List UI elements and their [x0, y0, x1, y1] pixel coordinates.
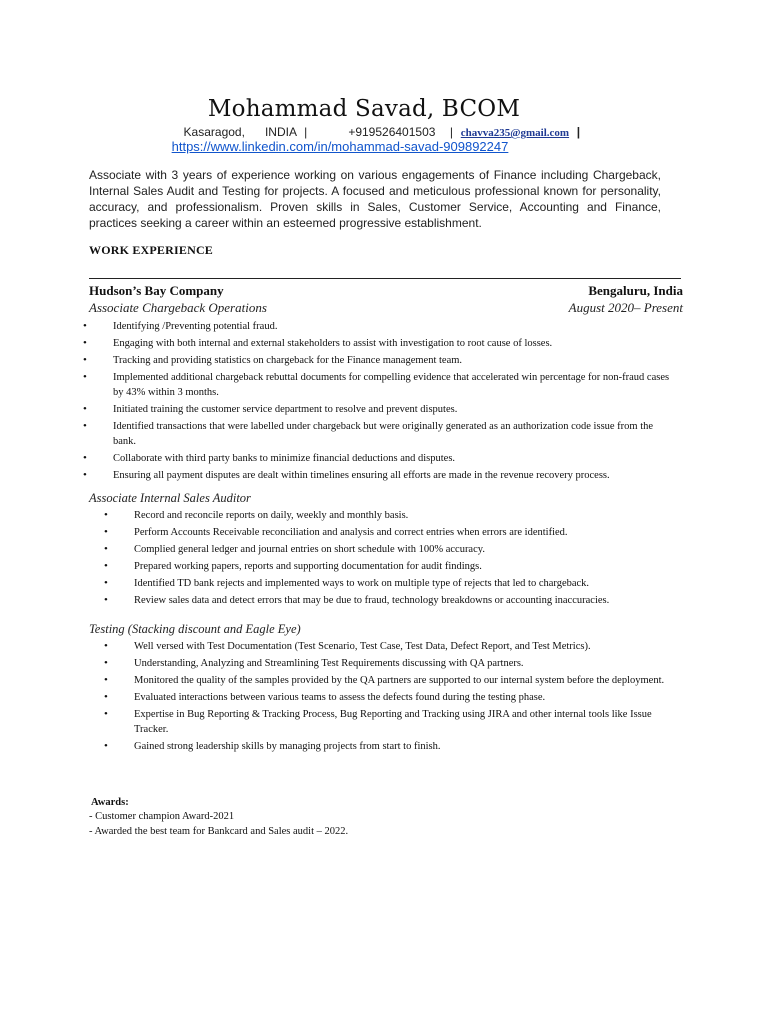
phone-number: +919526401503 [348, 125, 436, 139]
role-duties-list [104, 639, 674, 756]
bullet-marker: • [104, 543, 108, 555]
award-item: - Awarded the best team for Bankcard and Sales audit – 2022. [89, 826, 349, 837]
bullet-marker: • [83, 371, 87, 383]
list-item [83, 319, 673, 334]
list-item [104, 593, 674, 608]
location: Kasaragod, [183, 125, 245, 139]
bullet-marker: • [104, 657, 108, 669]
list-item-text: Complied general ledger and journal entries on short schedule with 100% accuracy. [134, 544, 485, 555]
list-item [104, 656, 674, 671]
list-item [83, 402, 673, 417]
linkedin-link[interactable]: https://www.linkedin.com/in/mohammad-savad-909892247 [171, 139, 509, 154]
bullet-marker: • [104, 708, 108, 720]
list-item-text: Identifying /Preventing potential fraud. [113, 321, 278, 332]
bullet-marker: • [104, 674, 108, 686]
awards-title: Awards: [91, 797, 129, 808]
list-item [104, 576, 674, 591]
list-item [83, 451, 673, 466]
role-title: Associate Internal Sales Auditor [89, 491, 251, 505]
list-item [83, 468, 673, 483]
candidate-name: Mohammad Savad, BCOM [207, 96, 521, 122]
bullet-marker: • [104, 640, 108, 652]
professional-summary: Associate with 3 years of experience working on various engagements of Finance including Chargeback, Internal Sales Audit and Testing for projects. A focused and meticulous professional known for personality, accuracy, and professionalism. Proven skills in Sales, Customer Service, Accounting and Finance, practices seeking a career within an esteemed progressive establishment. [89, 168, 661, 230]
list-item [83, 370, 673, 400]
list-item-text: Monitored the quality of the samples provided by the QA partners are supported to our internal system before the deployment. [134, 675, 665, 686]
list-item-text: Identified TD bank rejects and implemented ways to work on multiple type of rejects that led to chargeback. [134, 578, 590, 589]
list-item [104, 639, 674, 654]
role-duties-list [104, 508, 674, 610]
bullet-marker: • [83, 469, 87, 481]
bullet-marker: • [104, 509, 108, 521]
award-item: - Customer champion Award-2021 [89, 811, 235, 822]
list-item-text: Tracking and providing statistics on chargeback for the Finance management team. [113, 355, 463, 366]
email-link[interactable]: chavva235@gmail.com [460, 127, 570, 139]
list-item-text: Ensuring all payment disputes are dealt within timelines ensuring all efforts are made in the revenue recovery process. [113, 470, 610, 481]
list-item-text: Understanding, Analyzing and Streamlining Test Requirements discussing with QA partners. [134, 658, 524, 669]
list-item-text: Well versed with Test Documentation (Test Scenario, Test Case, Test Data, Defect Report, and Test Metrics). [134, 641, 591, 652]
bullet-marker: • [83, 320, 87, 332]
separator: | [576, 125, 581, 139]
bullet-marker: • [104, 577, 108, 589]
list-item-text: Gained strong leadership skills by managing projects from start to finish. [134, 741, 441, 752]
list-item [83, 353, 673, 368]
bullet-marker: • [104, 560, 108, 572]
company-location: Bengaluru, India [588, 283, 683, 298]
role-title: Testing (Stacking discount and Eagle Eye) [89, 622, 301, 636]
list-item [104, 707, 674, 737]
section-title-work-experience: WORK EXPERIENCE [89, 243, 214, 257]
separator: | [449, 125, 453, 139]
list-item-text: Engaging with both internal and external stakeholders to assist with investigation to root cause of losses. [113, 338, 553, 349]
bullet-marker: • [104, 691, 108, 703]
list-item [83, 336, 673, 351]
list-item-text: Prepared working papers, reports and supporting documentation for audit findings. [134, 561, 482, 572]
bullet-marker: • [83, 337, 87, 349]
bullet-marker: • [104, 526, 108, 538]
bullet-marker: • [104, 594, 108, 606]
list-item-text: Record and reconcile reports on daily, weekly and monthly basis. [134, 510, 409, 521]
bullet-marker: • [83, 403, 87, 415]
separator: | [304, 125, 308, 139]
contact-line [0, 125, 768, 139]
list-item-text: Expertise in Bug Reporting & Tracking Process, Bug Reporting and Tracking using JIRA and other internal tools like Issue Tracker. [134, 709, 652, 735]
bullet-marker: • [83, 354, 87, 366]
list-item [83, 419, 673, 449]
list-item [104, 559, 674, 574]
role-dates: August 2020– Present [568, 300, 683, 315]
list-item [104, 525, 674, 540]
list-item [104, 542, 674, 557]
bullet-marker: • [83, 420, 87, 432]
list-item [104, 739, 674, 754]
list-item-text: Perform Accounts Receivable reconciliation and analysis and correct entries when errors are identified. [134, 527, 568, 538]
bullet-marker: • [83, 452, 87, 464]
bullet-marker: • [104, 740, 108, 752]
country: INDIA [264, 125, 297, 139]
company-name: Hudson’s Bay Company [89, 283, 224, 298]
list-item [104, 673, 674, 688]
role-title: Associate Chargeback Operations [89, 300, 267, 315]
list-item-text: Evaluated interactions between various teams to assess the defects found during the testing phase. [134, 692, 546, 703]
list-item [104, 690, 674, 705]
role-duties-list [83, 319, 673, 485]
list-item [104, 508, 674, 523]
list-item-text: Collaborate with third party banks to minimize financial deductions and disputes. [113, 453, 456, 464]
list-item-text: Initiated training the customer service department to resolve and prevent disputes. [113, 404, 458, 415]
list-item-text: Review sales data and detect errors that may be due to fraud, technology breakdowns or accounting inaccuracies. [134, 595, 610, 606]
list-item-text: Implemented additional chargeback rebuttal documents for compelling evidence that accelerated win percentage for non-fraud cases by 43% within 3 months. [113, 372, 670, 398]
section-divider [89, 278, 681, 279]
list-item-text: Identified transactions that were labelled under chargeback but were originally generated as an authorization code issue from the bank. [113, 421, 654, 447]
